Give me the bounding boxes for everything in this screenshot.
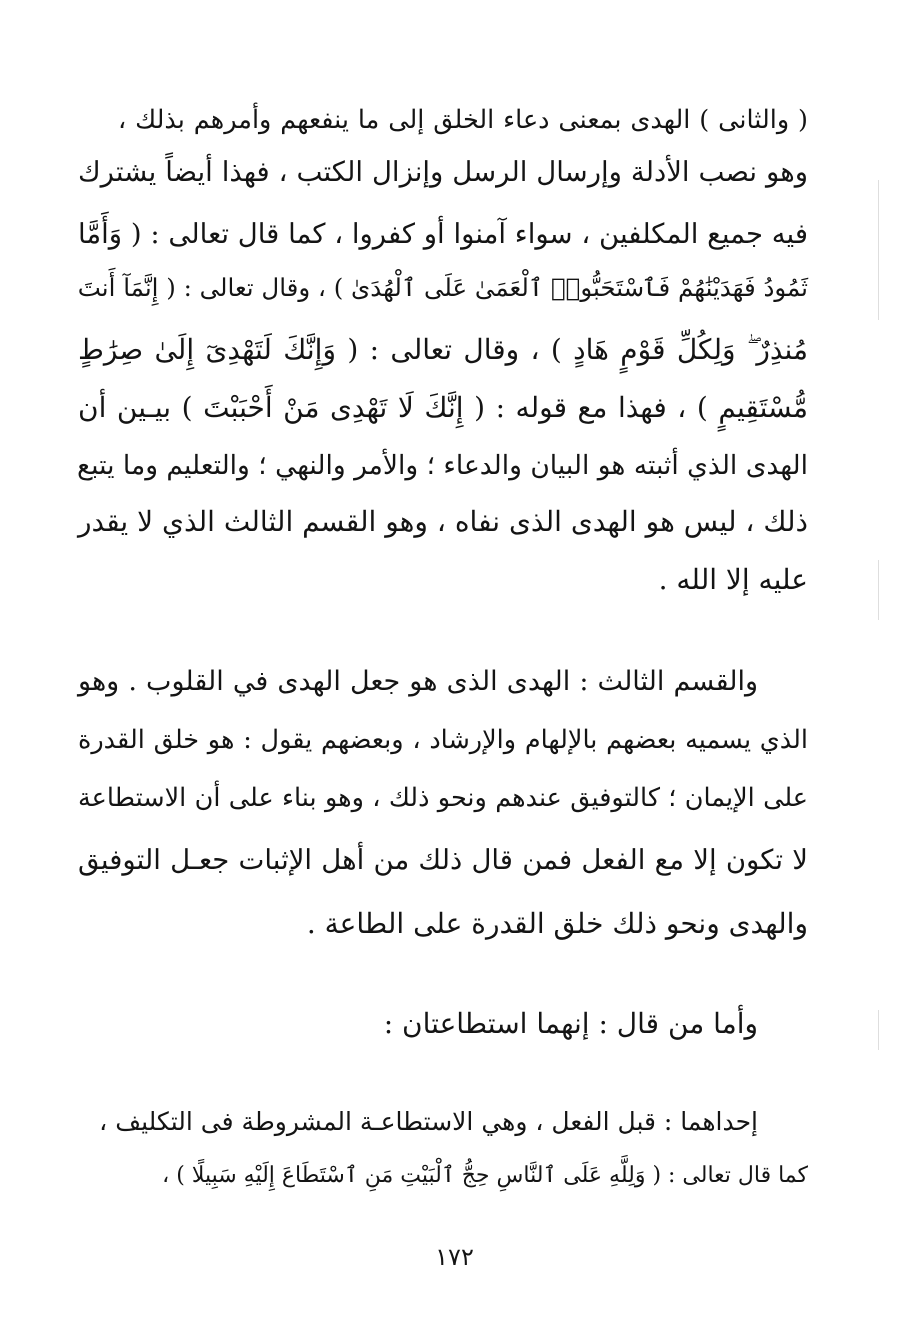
text-line: لا تكون إلا مع الفعل فمن قال ذلك من أهل الإثبات جعـل التوفيق <box>78 844 808 876</box>
text-line: عليه إلا الله . <box>658 563 808 596</box>
page-edge-mark <box>878 180 879 320</box>
text-line: والهدى ونحو ذلك خلق القدرة على الطاعة . <box>306 907 808 940</box>
text-line: الذي يسميه بعضهم بالإلهام والإرشاد ، وبعضهم يقول : هو خلق القدرة <box>78 725 808 755</box>
text-line: ذلك ، ليس هو الهدى الذى نفاه ، وهو القسم الثالث الذي لا يقدر <box>78 505 808 538</box>
text-line: على الإيمان ؛ كالتوفيق عندهم ونحو ذلك ، وهو بناء على أن الاستطاعة <box>78 783 808 813</box>
text-line: الهدى الذي أثبته هو البيان والدعاء ؛ والأمر والنهي ؛ والتعليم وما يتبع <box>77 450 808 481</box>
text-line: إحداهما : قبل الفعل ، وهي الاستطاعـة المشروطة فى التكليف ، <box>99 1107 758 1136</box>
quran-verse-line: ثَمُودُ فَهَدَيْنَٰهُمْ فَٱسْتَحَبُّوا۟ ٱلْعَمَىٰ عَلَى ٱلْهُدَىٰ ) ، وقال تعالى : ( إِنَّمَآ أَنتَ <box>77 273 808 302</box>
page-edge-mark <box>878 560 879 620</box>
paragraph-3: وأما من قال : إنهما استطاعتان : <box>383 1007 758 1040</box>
text-line: وهو نصب الأدلة وإرسال الرسل وإنزال الكتب ، فهذا أيضاً يشترك <box>78 156 808 188</box>
text-line: فيه جميع المكلفين ، سواء آمنوا أو كفروا ، كما قال تعالى : ( وَأَمَّا <box>78 218 808 250</box>
quran-verse-line: مُنذِرٌ ۖ وَلِكُلِّ قَوْمٍ هَادٍ ) ، وقال تعالى : ( وَإِنَّكَ لَتَهْدِىٓ إِلَىٰ صِرَٰطٍ <box>78 333 808 366</box>
quran-verse-line: كما قال تعالى : ( وَلِلَّهِ عَلَى ٱلنَّاسِ حِجُّ ٱلْبَيْتِ مَنِ ٱسْتَطَاعَ إِلَيْهِ سَبِيلًا ) ، <box>162 1163 808 1188</box>
quran-verse-line: مُّسْتَقِيمٍ ) ، فهذا مع قوله : ( إِنَّكَ لَا تَهْدِى مَنْ أَحْبَبْتَ ) بيـين أن <box>78 391 808 424</box>
page-number: ١٧٢ <box>435 1243 474 1271</box>
page-edge-mark <box>878 1010 879 1050</box>
text-line: ( والثانى ) الهدى بمعنى دعاء الخلق إلى ما ينفعهم وأمرهم بذلك ، <box>118 105 808 135</box>
text-line: والقسم الثالث : الهدى الذى هو جعل الهدى في القلوب . وهو <box>78 666 758 697</box>
